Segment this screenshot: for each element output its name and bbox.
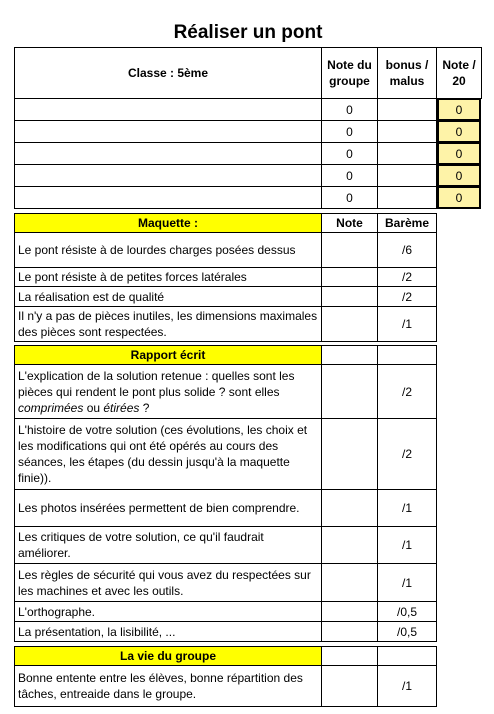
criterion-label: Les critiques de votre solution, ce qu'il faudrait améliorer. bbox=[14, 526, 322, 564]
criterion-label-italic: comprimées bbox=[18, 400, 84, 415]
note-cell: 0 bbox=[321, 186, 378, 209]
criterion-label bbox=[14, 364, 322, 419]
rapport-header-note bbox=[321, 345, 378, 365]
bonus-cell[interactable] bbox=[377, 142, 437, 165]
rapport-header-bareme bbox=[377, 345, 437, 365]
criterion-bareme: /0,5 bbox=[377, 621, 437, 642]
vie-header-bareme bbox=[377, 646, 437, 666]
criterion-note-cell[interactable] bbox=[321, 232, 378, 268]
criterion-label: La présentation, la lisibilité, ... bbox=[14, 621, 322, 642]
criterion-note-cell[interactable] bbox=[321, 489, 378, 527]
criterion-bareme: /1 bbox=[377, 306, 437, 342]
note-cell: 0 bbox=[321, 142, 378, 165]
criterion-note-cell[interactable] bbox=[321, 563, 378, 602]
student-name-cell[interactable] bbox=[14, 164, 322, 187]
criterion-label-text: ? bbox=[139, 400, 150, 415]
note20-cell: 0 bbox=[437, 164, 481, 187]
criterion-bareme: /1 bbox=[377, 563, 437, 602]
student-name-cell[interactable] bbox=[14, 98, 322, 121]
student-name-cell[interactable] bbox=[14, 120, 322, 143]
bonus-cell[interactable] bbox=[377, 186, 437, 209]
criterion-note-cell[interactable] bbox=[321, 665, 378, 707]
page-title: Réaliser un pont bbox=[173, 22, 323, 43]
criterion-note-cell[interactable] bbox=[321, 601, 378, 622]
criterion-note-cell[interactable] bbox=[321, 621, 378, 642]
bonus-cell[interactable] bbox=[377, 164, 437, 187]
student-name-cell[interactable] bbox=[14, 142, 322, 165]
student-name-cell[interactable] bbox=[14, 186, 322, 209]
criterion-bareme: /2 bbox=[377, 267, 437, 287]
criterion-note-cell[interactable] bbox=[321, 364, 378, 419]
note20-cell: 0 bbox=[437, 98, 481, 121]
criterion-bareme: /1 bbox=[377, 489, 437, 527]
criterion-bareme: /1 bbox=[377, 526, 437, 564]
bonus-cell[interactable] bbox=[377, 120, 437, 143]
criterion-label-italic: étirées bbox=[103, 400, 140, 415]
criterion-label: Le pont résiste à de petites forces latérales bbox=[14, 267, 322, 287]
note20-header: Note / 20 bbox=[436, 47, 482, 99]
note20-cell: 0 bbox=[437, 186, 481, 209]
note-cell: 0 bbox=[321, 164, 378, 187]
bonus-malus-header: bonus / malus bbox=[377, 47, 437, 99]
criterion-label: L'orthographe. bbox=[14, 601, 322, 622]
criterion-note-cell[interactable] bbox=[321, 267, 378, 287]
criterion-bareme: /2 bbox=[377, 286, 437, 307]
criterion-label-text: ou bbox=[83, 400, 104, 415]
criterion-bareme: /0,5 bbox=[377, 601, 437, 622]
note-cell: 0 bbox=[321, 98, 378, 121]
criterion-bareme: /6 bbox=[377, 232, 437, 268]
note-groupe-header: Note du groupe bbox=[321, 47, 378, 99]
criterion-label: Le pont résiste à de lourdes charges posées dessus bbox=[14, 232, 322, 268]
vie-section-title: La vie du groupe bbox=[14, 646, 322, 666]
criterion-label: Bonne entente entre les élèves, bonne répartition des tâches, entreaide dans le groupe. bbox=[14, 665, 322, 707]
vie-header-note bbox=[321, 646, 378, 666]
note20-cell: 0 bbox=[437, 120, 481, 143]
criterion-note-cell[interactable] bbox=[321, 286, 378, 307]
classe-header: Classe : 5ème bbox=[14, 47, 322, 99]
criterion-bareme: /1 bbox=[377, 665, 437, 707]
criterion-label-text: L'explication de la solution retenue : quelles sont les pièces qui rendent le pont plus solide ? sont elles bbox=[18, 368, 295, 399]
criterion-bareme: /2 bbox=[377, 418, 437, 490]
criterion-label: Les règles de sécurité qui vous avez du respectées sur les machines et avec les outils. bbox=[14, 563, 322, 602]
criterion-note-cell[interactable] bbox=[321, 418, 378, 490]
criterion-bareme: /2 bbox=[377, 364, 437, 419]
criterion-label: Les photos insérées permettent de bien comprendre. bbox=[14, 489, 322, 527]
maquette-section-title: Maquette : bbox=[14, 213, 322, 233]
note-col-header: Note bbox=[321, 213, 378, 233]
criterion-note-cell[interactable] bbox=[321, 306, 378, 342]
bareme-col-header: Barème bbox=[377, 213, 437, 233]
criterion-label: L'histoire de votre solution (ces évolutions, les choix et les modifications qui ont été opérés au cours des séances, les étapes (du dessin jusqu'à la maquette finie)). bbox=[14, 418, 322, 490]
criterion-note-cell[interactable] bbox=[321, 526, 378, 564]
bonus-cell[interactable] bbox=[377, 98, 437, 121]
note-cell: 0 bbox=[321, 120, 378, 143]
criterion-label: La réalisation est de qualité bbox=[14, 286, 322, 307]
rapport-section-title: Rapport écrit bbox=[14, 345, 322, 365]
criterion-label: Il n'y a pas de pièces inutiles, les dimensions maximales des pièces sont respectées. bbox=[14, 306, 322, 342]
note20-cell: 0 bbox=[437, 142, 481, 165]
